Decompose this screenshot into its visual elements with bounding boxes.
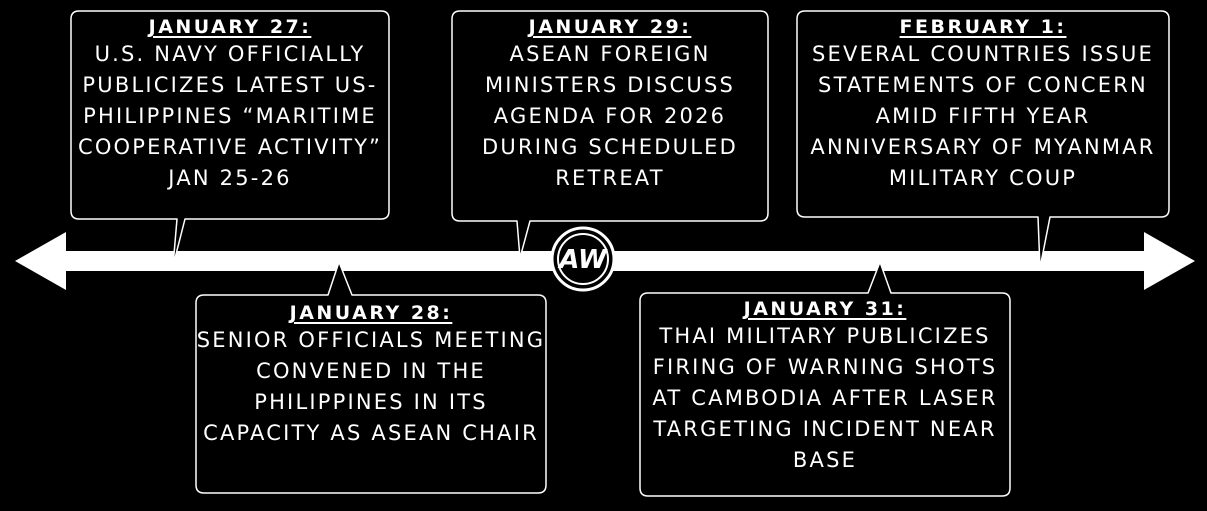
event-feb1 <box>797 15 1169 194</box>
right-arrowhead <box>1144 232 1195 290</box>
event-date: FEBRUARY 1: <box>899 16 1067 38</box>
left-arrowhead <box>15 232 66 290</box>
event-date: JANUARY 29: <box>528 16 692 38</box>
event-jan28 <box>196 301 546 449</box>
event-description: THAI MILITARY PUBLICIZES FIRING OF WARNING SHOTS AT CAMBODIA AFTER LASER TARGETING INCIDENT NEAR BASE <box>652 324 998 472</box>
event-description: ASEAN FOREIGN MINISTERS DISCUSS AGENDA FOR 2026 DURING SCHEDULED RETREAT <box>482 42 738 190</box>
event-description: U.S. NAVY OFFICIALLY PUBLICIZES LATEST US-PHILIPPINES “MARITIME COOPERATIVE ACTIVITY” JAN 25-26 <box>77 42 383 190</box>
event-description: SENIOR OFFICIALS MEETING CONVENED IN THE PHILIPPINES IN ITS CAPACITY AS ASEAN CHAIR <box>196 328 546 445</box>
aw-logo <box>552 228 614 290</box>
event-date: JANUARY 28: <box>289 302 453 324</box>
event-jan29 <box>452 15 768 194</box>
event-jan31 <box>640 297 1010 476</box>
logo-text: AW <box>559 245 607 275</box>
event-date: JANUARY 31: <box>743 298 907 320</box>
event-date: JANUARY 27: <box>148 16 312 38</box>
event-jan27 <box>71 15 389 194</box>
event-description: SEVERAL COUNTRIES ISSUE STATEMENTS OF CONCERN AMID FIFTH YEAR ANNIVERSARY OF MYANMAR MILITARY COUP <box>810 42 1156 190</box>
